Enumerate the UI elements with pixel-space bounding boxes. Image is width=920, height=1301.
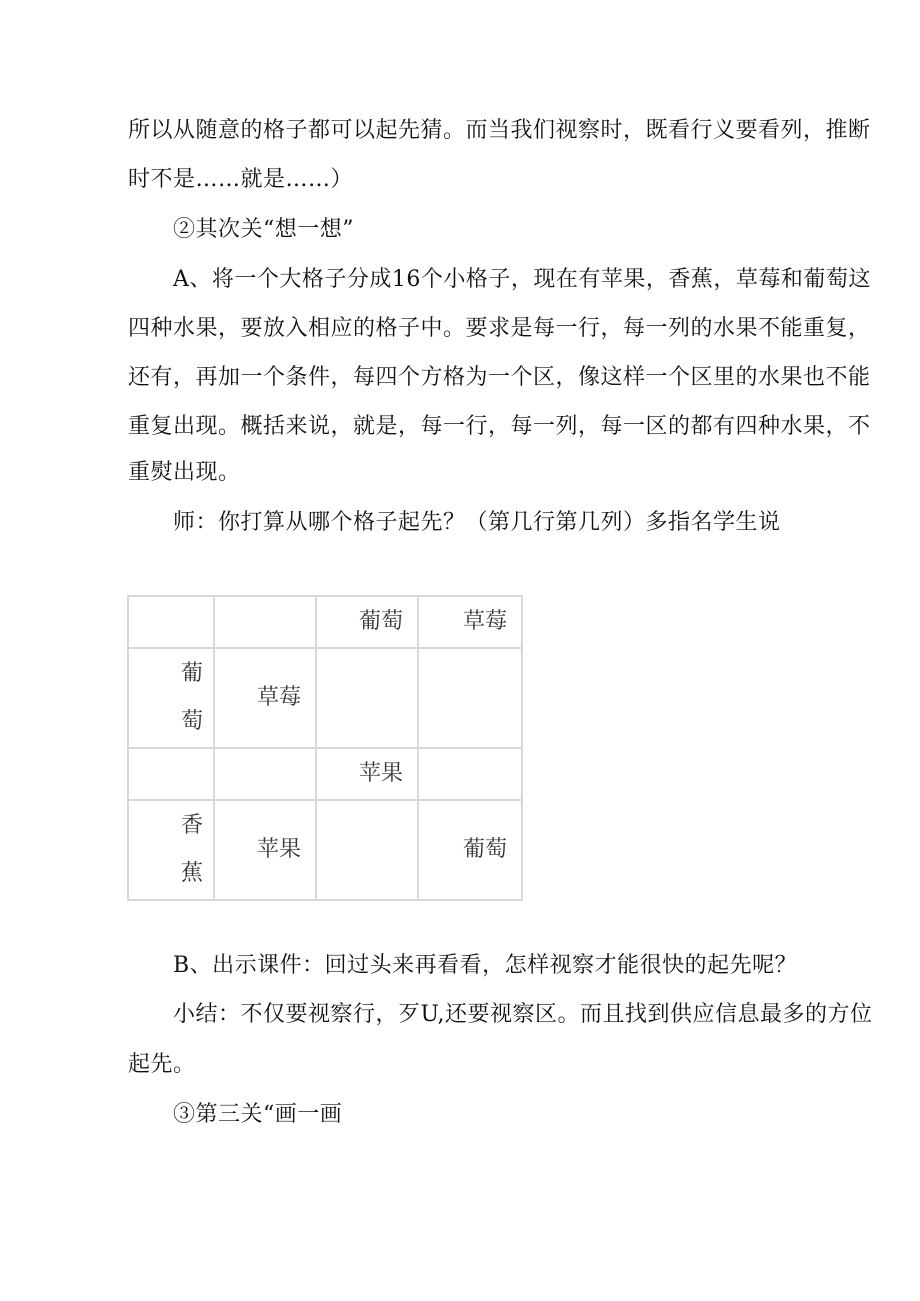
- paragraph-line: 起先。: [128, 1052, 196, 1077]
- grid-cell-char: 蕉: [180, 861, 203, 886]
- paragraph-line: 时不是……就是……）: [128, 167, 354, 192]
- grid-cell: [418, 748, 522, 800]
- grid-cell: 葡萄: [418, 800, 522, 900]
- grid-cell: 草莓: [214, 648, 316, 748]
- grid-cell-char: 香: [180, 813, 203, 838]
- grid-cell: [128, 648, 214, 748]
- paragraph-line: 所以从随意的格子都可以起先猜。而当我们视察时，既看行义要看列，推断: [128, 118, 871, 143]
- paragraph-line: B、出示课件：回过头来再看看，怎样视察才能很快的起先呢？: [173, 953, 798, 978]
- grid-cell: [418, 648, 522, 748]
- grid-cell: [316, 648, 418, 748]
- fruit-sudoku-grid: [127, 595, 523, 901]
- grid-cell: [128, 596, 214, 648]
- grid-cell: 葡萄: [316, 596, 418, 648]
- paragraph-line: 重熨出现。: [128, 460, 241, 485]
- grid-cell: 苹果: [214, 800, 316, 900]
- grid-row: [128, 748, 522, 800]
- section-heading: ③第三关“画一画: [173, 1102, 343, 1127]
- grid-cell: [128, 800, 214, 900]
- grid-cell: [128, 748, 214, 800]
- grid-cell: [316, 800, 418, 900]
- paragraph-line: 重复出现。概括来说，就是，每一行，每一列，每一区的都有四种水果，不: [128, 414, 871, 439]
- paragraph-line: 四种水果，要放入相应的格子中。要求是每一行，每一列的水果不能重复，: [128, 316, 871, 341]
- grid-row: [128, 800, 522, 900]
- paragraph-line: A、将一个大格子分成16个小格子，现在有苹果，香蕉，草莓和葡萄这: [173, 267, 871, 292]
- grid-row: [128, 648, 522, 748]
- grid-cell-char: 葡: [180, 661, 203, 686]
- grid-row: [128, 596, 522, 648]
- grid-cell: 草莓: [418, 596, 522, 648]
- grid-cell: [214, 596, 316, 648]
- paragraph-line: 还有，再加一个条件，每四个方格为一个区，像这样一个区里的水果也不能: [128, 365, 871, 390]
- paragraph-line: 师：你打算从哪个格子起先？（第几行第几列）多指名学生说: [173, 510, 781, 535]
- grid-cell-char: 萄: [180, 709, 203, 734]
- paragraph-line: 小结：不仅要视察行，歹U,还要视察区。而且找到供应信息最多的方位: [173, 1002, 873, 1027]
- section-heading: ②其次关“想一想”: [173, 217, 354, 242]
- grid-cell: 苹果: [316, 748, 418, 800]
- grid-cell: [214, 748, 316, 800]
